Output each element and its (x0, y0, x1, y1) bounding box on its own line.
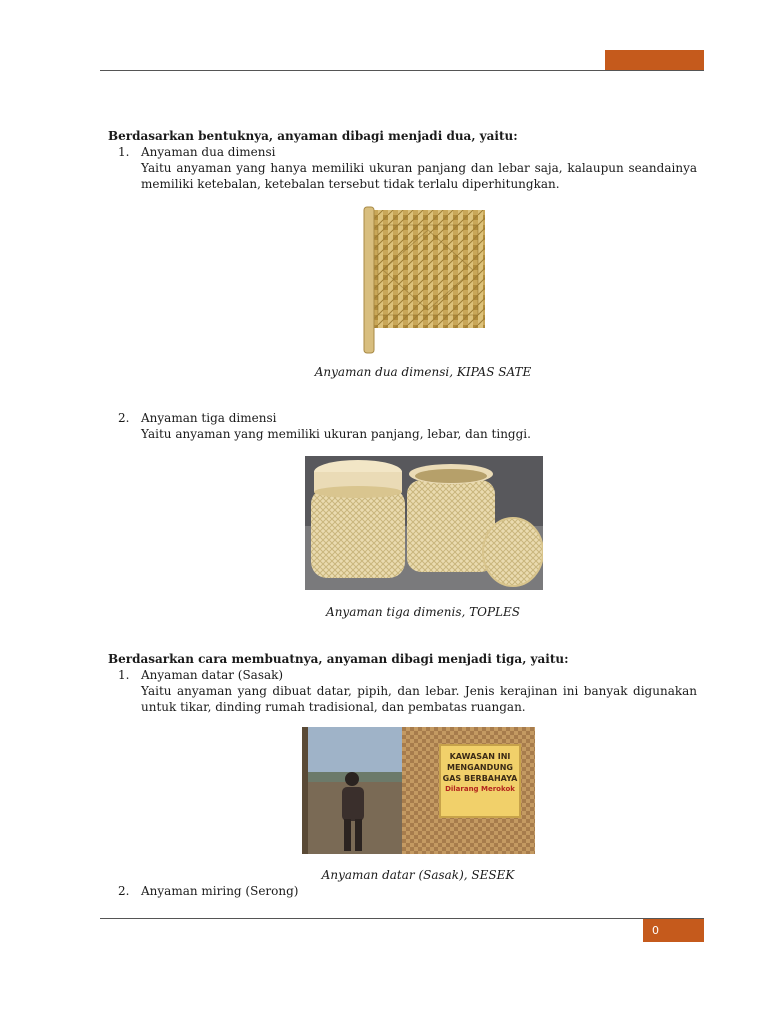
image-caption: Anyaman datar (Sasak), SESEK (321, 868, 515, 882)
image-caption: Anyaman dua dimensi, KIPAS SATE (314, 365, 532, 379)
sesek-wall-image (302, 727, 535, 854)
warning-sign (439, 744, 521, 818)
section2-heading: Berdasarkan cara membuatnya, anyaman dibagi menjadi tiga, yaitu: (108, 652, 569, 666)
list-number: 1. (118, 145, 130, 159)
list-number: 2. (118, 884, 130, 898)
header-accent-block (605, 50, 704, 70)
image-caption: Anyaman tiga dimenis, TOPLES (326, 605, 520, 619)
list-number: 2. (118, 411, 130, 425)
item-description: Yaitu anyaman yang hanya memiliki ukuran panjang dan lebar saja, kalaupun seandainya memiliki ketebalan, ketebalan tersebut tidak terlalu diperhitungkan. (141, 161, 697, 191)
sign-line: Dilarang Merokok (445, 785, 515, 793)
fan-weaving-image (358, 205, 488, 355)
item-title: Anyaman miring (Serong) (141, 884, 299, 898)
header-rule (100, 70, 704, 71)
list-number: 1. (118, 668, 130, 682)
item-description: Yaitu anyaman yang memiliki ukuran panjang, lebar, dan tinggi. (141, 427, 531, 441)
item-title: Anyaman datar (Sasak) (141, 668, 284, 682)
item-title: Anyaman dua dimensi (141, 145, 276, 159)
sign-line: MENGANDUNG (447, 763, 513, 772)
page-number: 0 (643, 919, 704, 942)
item-description: Yaitu anyaman yang dibuat datar, pipih, dan lebar. Jenis kerajinan ini banyak digunakan untuk tikar, dinding rumah tradisional, dan pembatas ruangan. (141, 684, 697, 714)
footer-rule (100, 918, 704, 919)
sign-line: KAWASAN INI (449, 752, 511, 761)
jar-weaving-image (305, 456, 543, 590)
section1-heading: Berdasarkan bentuknya, anyaman dibagi menjadi dua, yaitu: (108, 129, 518, 143)
sign-line: GAS BERBAHAYA (442, 774, 518, 783)
item-title: Anyaman tiga dimensi (141, 411, 277, 425)
